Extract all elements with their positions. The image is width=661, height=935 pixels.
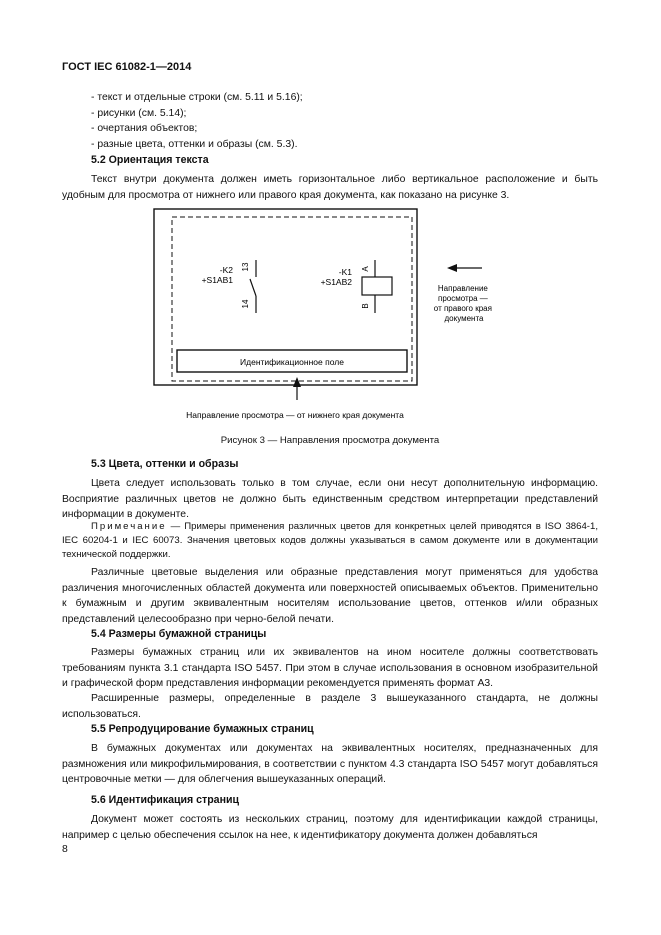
s1ab2-label: +S1AB2 <box>320 277 352 287</box>
pin-b-label: B <box>361 303 370 309</box>
note-5-3 <box>62 520 598 562</box>
note-label: Примечание <box>91 521 167 532</box>
contact-symbol <box>250 260 256 313</box>
list-item: - рисунки (см. 5.14); <box>91 107 187 119</box>
list-item: - разные цвета, оттенки и образы (см. 5.3). <box>91 138 298 150</box>
section-heading-5-6: 5.6 Идентификация страниц <box>91 794 239 806</box>
figure-caption: Рисунок 3 — Направления просмотра документа <box>220 435 440 446</box>
paragraph-5-5: В бумажных документах или документах на эквивалентных носителях, предназначенных для размножения или микрофильмирования, в соответствии с пунктом 4.3 стандарта ISO 5457 могут добавляться центровочные метки — для облегчения вышеуказанных операций. <box>62 743 598 785</box>
section-heading-5-3: 5.3 Цвета, оттенки и образы <box>91 458 239 470</box>
pin-13-label: 13 <box>241 262 250 272</box>
document-header: ГОСТ IEC 61082-1—2014 <box>62 61 192 73</box>
note-text: — Примеры применения различных цветов для конкретных целей приводятся в ISO 3864-1, IEC 60204-1 и IEC 60073. Значения цветовых кодов должны указываться в самом документе или в документации технической поддержки. <box>62 521 598 560</box>
list-item: - текст и отдельные строки (см. 5.11 и 5.16); <box>91 92 303 103</box>
figure-3 <box>150 205 550 430</box>
pin-14-label: 14 <box>241 299 250 309</box>
s1ab1-label: +S1AB1 <box>201 275 233 285</box>
k2-label: -K2 <box>219 265 233 275</box>
section-heading-5-4: 5.4 Размеры бумажной страницы <box>91 628 267 640</box>
paragraph-5-4-b: Расширенные размеры, определенные в разделе 3 вышеуказанного стандарта, не должны использоваться. <box>62 693 598 720</box>
paragraph-5-2: Текст внутри документа должен иметь горизонтальное либо вертикальное расположение и быть удобным для просмотра от нижнего или правого края документа, как показано на рисунке 3. <box>62 174 598 201</box>
section-heading-5-5: 5.5 Репродуцирование бумажных страниц <box>91 723 314 735</box>
page-number: 8 <box>62 844 68 855</box>
list-item: - очертания объектов; <box>91 123 198 134</box>
paragraph-5-6: Документ может состоять из нескольких страниц, поэтому для идентификации каждой страницы, например с целью обеспечения ссылок на нее, к идентификатору документа должен добавляться <box>62 814 598 841</box>
paragraph-5-4-a: Размеры бумажных страниц или их эквивалентов на ином носителе должны соответствовать требованиям пункта 3.1 стандарта ISO 5457. При этом в случае использования в основном изобразительной и графической форм представления информации рекомендуется применять формат А3. <box>62 647 598 689</box>
ident-field-label: Идентификационное поле <box>240 357 344 367</box>
bottom-arrow-icon <box>293 377 301 400</box>
right-arrow-icon <box>447 264 482 272</box>
k1-label: -K1 <box>338 267 352 277</box>
bullet-list <box>91 90 303 152</box>
paragraph-5-3-b: Различные цветовые выделения или образные представления могут применяться для удобства различения многочисленных областей документа или поверхностей описываемых объектов. Применительно к бумажным и другим эквивалентным носителям использование цветов, оттенков и/или образных представлений целесообразно при черно-белой печати. <box>62 567 598 625</box>
bottom-direction-label: Направление просмотра — от нижнего края документа <box>186 410 404 420</box>
section-heading-5-2: 5.2 Ориентация текста <box>91 154 209 166</box>
pin-a-label: A <box>361 266 370 272</box>
right-direction-label: Направление просмотра — от правого края документа <box>433 284 492 323</box>
paragraph-5-3-a: Цвета следует использовать только в том случае, если они несут дополнительную информацию. Восприятие различных цветов не должно быть единственным средством интерпретации представлений информации в документе. <box>62 478 598 520</box>
